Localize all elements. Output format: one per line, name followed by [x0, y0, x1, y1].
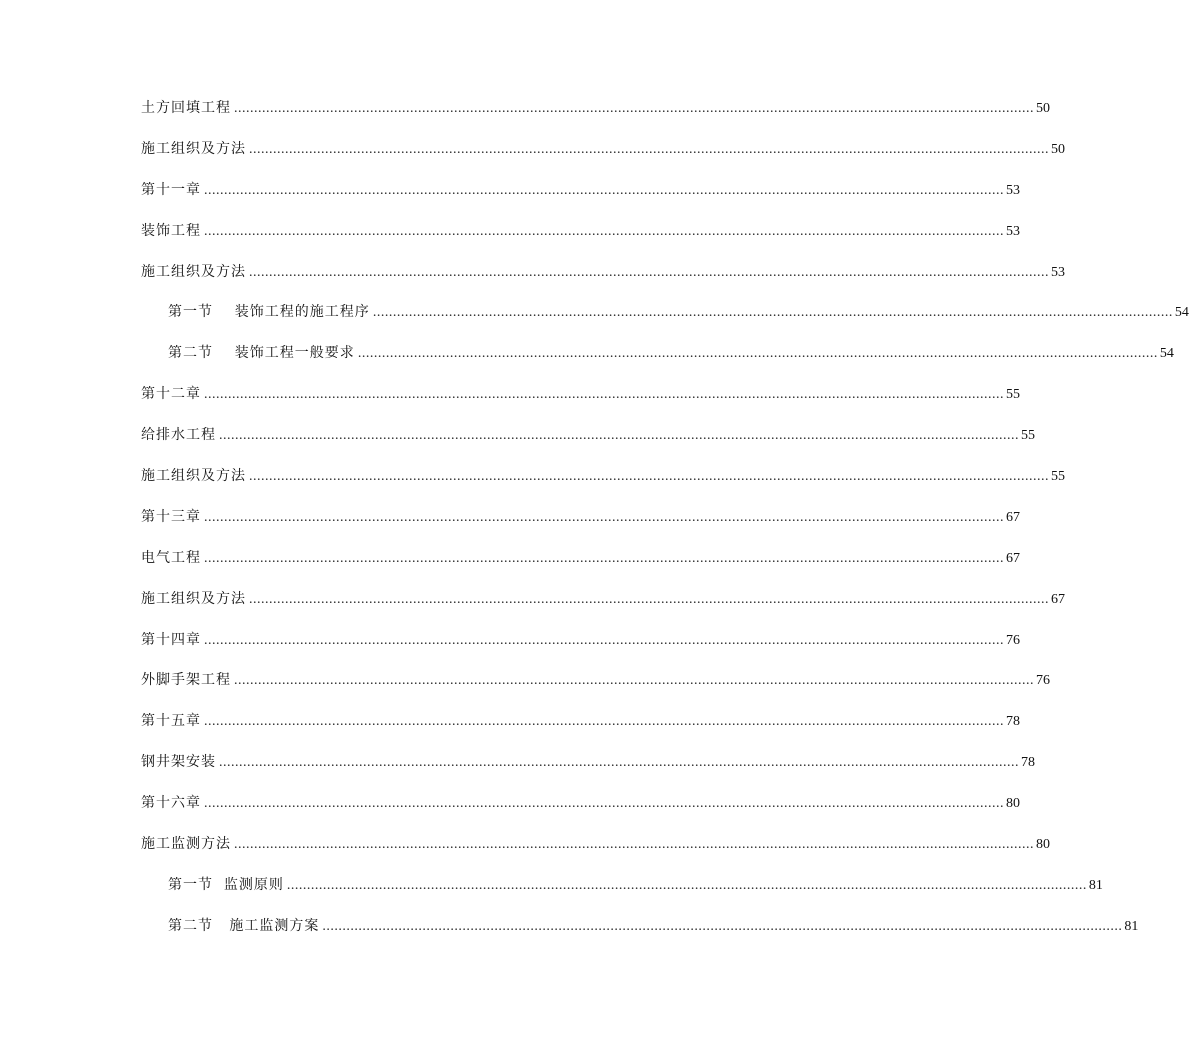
- toc-entry-page-number: 81: [1124, 918, 1139, 934]
- dot-leader: ........................................................................................................................................................................................................: [234, 837, 1034, 853]
- toc-entry-page-number: 78: [1021, 755, 1035, 771]
- toc-entry-title: 施工组织及方法: [141, 468, 246, 485]
- dot-leader: ........................................................................................................................................................................................................: [204, 223, 1004, 239]
- toc-entry-page-number: 54: [1174, 305, 1189, 321]
- toc-entry[interactable]: [141, 138, 1065, 179]
- dot-leader: ........................................................................................................................................................................................................: [249, 591, 1049, 607]
- toc-entry-page-number: 76: [1006, 632, 1020, 648]
- toc-entry[interactable]: [141, 588, 1065, 629]
- toc-entry[interactable]: [141, 179, 1020, 220]
- toc-entry-page-number: 50: [1036, 101, 1050, 116]
- toc-entry[interactable]: [141, 710, 1020, 751]
- toc-entry[interactable]: [141, 220, 1020, 261]
- dot-leader: ........................................................................................................................................................................................................: [204, 632, 1004, 648]
- dot-leader: ........................................................................................................................................................................................................: [234, 101, 1034, 116]
- toc-entry-title: 第一节 装饰工程的施工程序: [168, 304, 370, 321]
- dot-leader: ........................................................................................................................................................................................................: [357, 346, 1158, 362]
- toc-entry-title: 第十五章: [141, 713, 201, 730]
- toc-entry-title: 第十一章: [141, 181, 201, 198]
- toc-entry-title: 外脚手架工程: [141, 672, 231, 689]
- dot-leader: ........................................................................................................................................................................................................: [204, 550, 1004, 566]
- toc-entry-title: 电气工程: [141, 549, 201, 566]
- dot-leader: ........................................................................................................................................................................................................: [204, 509, 1004, 525]
- toc-entry[interactable]: [141, 342, 1174, 383]
- toc-entry-page-number: 53: [1006, 182, 1020, 198]
- toc-entry-title: 第十二章: [141, 386, 201, 403]
- toc-entry-title: 给排水工程: [141, 427, 216, 444]
- toc-entry-page-number: 50: [1051, 141, 1065, 157]
- dot-leader: ........................................................................................................................................................................................................: [219, 755, 1019, 771]
- toc-entry-title: 第二节 施工监测方案: [168, 917, 320, 934]
- dot-leader: ........................................................................................................................................................................................................: [249, 264, 1049, 280]
- toc-entry-page-number: 81: [1088, 877, 1103, 893]
- toc-entry[interactable]: [141, 383, 1020, 424]
- toc-entry-title: 施工组织及方法: [141, 590, 246, 607]
- toc-entry-title: 施工组织及方法: [141, 140, 246, 157]
- dot-leader: ........................................................................................................................................................................................................: [204, 182, 1004, 198]
- toc-entry-page-number: 80: [1036, 837, 1050, 853]
- toc-entry-page-number: 67: [1051, 591, 1065, 607]
- toc-entry-title: 第十三章: [141, 508, 201, 525]
- toc-entry[interactable]: [141, 915, 1139, 956]
- toc-entry[interactable]: [141, 792, 1020, 833]
- toc-entry-page-number: 67: [1006, 509, 1020, 525]
- toc-entry-title: 土方回填工程: [141, 100, 231, 116]
- toc-entry[interactable]: [141, 751, 1035, 792]
- toc-entry[interactable]: [141, 874, 1103, 915]
- dot-leader: ........................................................................................................................................................................................................: [204, 796, 1004, 812]
- toc-entry-page-number: 53: [1051, 264, 1065, 280]
- toc-entry-title: 第一节 监测原则: [168, 876, 284, 893]
- toc-entry-page-number: 78: [1006, 714, 1020, 730]
- toc-entry[interactable]: [141, 629, 1020, 670]
- toc-entry[interactable]: [141, 833, 1050, 874]
- toc-entry[interactable]: [141, 465, 1065, 506]
- toc-entry-title: 施工组织及方法: [141, 263, 246, 280]
- toc-entry-page-number: 54: [1159, 346, 1174, 362]
- toc-entry-title: 第二节 装饰工程一般要求: [168, 345, 355, 362]
- toc-entry-page-number: 53: [1006, 223, 1020, 239]
- dot-leader: ........................................................................................................................................................................................................: [249, 469, 1049, 485]
- dot-leader: ........................................................................................................................................................................................................: [219, 428, 1019, 444]
- dot-leader: ........................................................................................................................................................................................................: [249, 141, 1049, 157]
- toc-entry-page-number: 55: [1021, 428, 1035, 444]
- toc-entry-page-number: 80: [1006, 796, 1020, 812]
- dot-leader: ........................................................................................................................................................................................................: [372, 305, 1173, 321]
- dot-leader: ........................................................................................................................................................................................................: [234, 673, 1034, 689]
- dot-leader: ........................................................................................................................................................................................................: [322, 918, 1123, 934]
- toc-entry-title: 施工监测方法: [141, 836, 231, 853]
- toc-entry-title: 钢井架安装: [141, 754, 216, 771]
- toc-entry-page-number: 76: [1036, 673, 1050, 689]
- table-of-contents: [141, 97, 1189, 956]
- toc-entry-title: 装饰工程: [141, 222, 201, 239]
- dot-leader: ........................................................................................................................................................................................................: [286, 877, 1087, 893]
- toc-entry[interactable]: [141, 506, 1020, 547]
- toc-entry[interactable]: [141, 261, 1065, 302]
- toc-entry[interactable]: [141, 97, 1050, 138]
- toc-entry[interactable]: [141, 301, 1189, 342]
- toc-entry[interactable]: [141, 547, 1020, 588]
- toc-entry[interactable]: [141, 669, 1050, 710]
- dot-leader: ........................................................................................................................................................................................................: [204, 387, 1004, 403]
- toc-entry-title: 第十六章: [141, 795, 201, 812]
- toc-entry-page-number: 55: [1006, 387, 1020, 403]
- toc-entry-page-number: 55: [1051, 469, 1065, 485]
- toc-entry-title: 第十四章: [141, 631, 201, 648]
- toc-entry-page-number: 67: [1006, 550, 1020, 566]
- dot-leader: ........................................................................................................................................................................................................: [204, 714, 1004, 730]
- toc-entry[interactable]: [141, 424, 1035, 465]
